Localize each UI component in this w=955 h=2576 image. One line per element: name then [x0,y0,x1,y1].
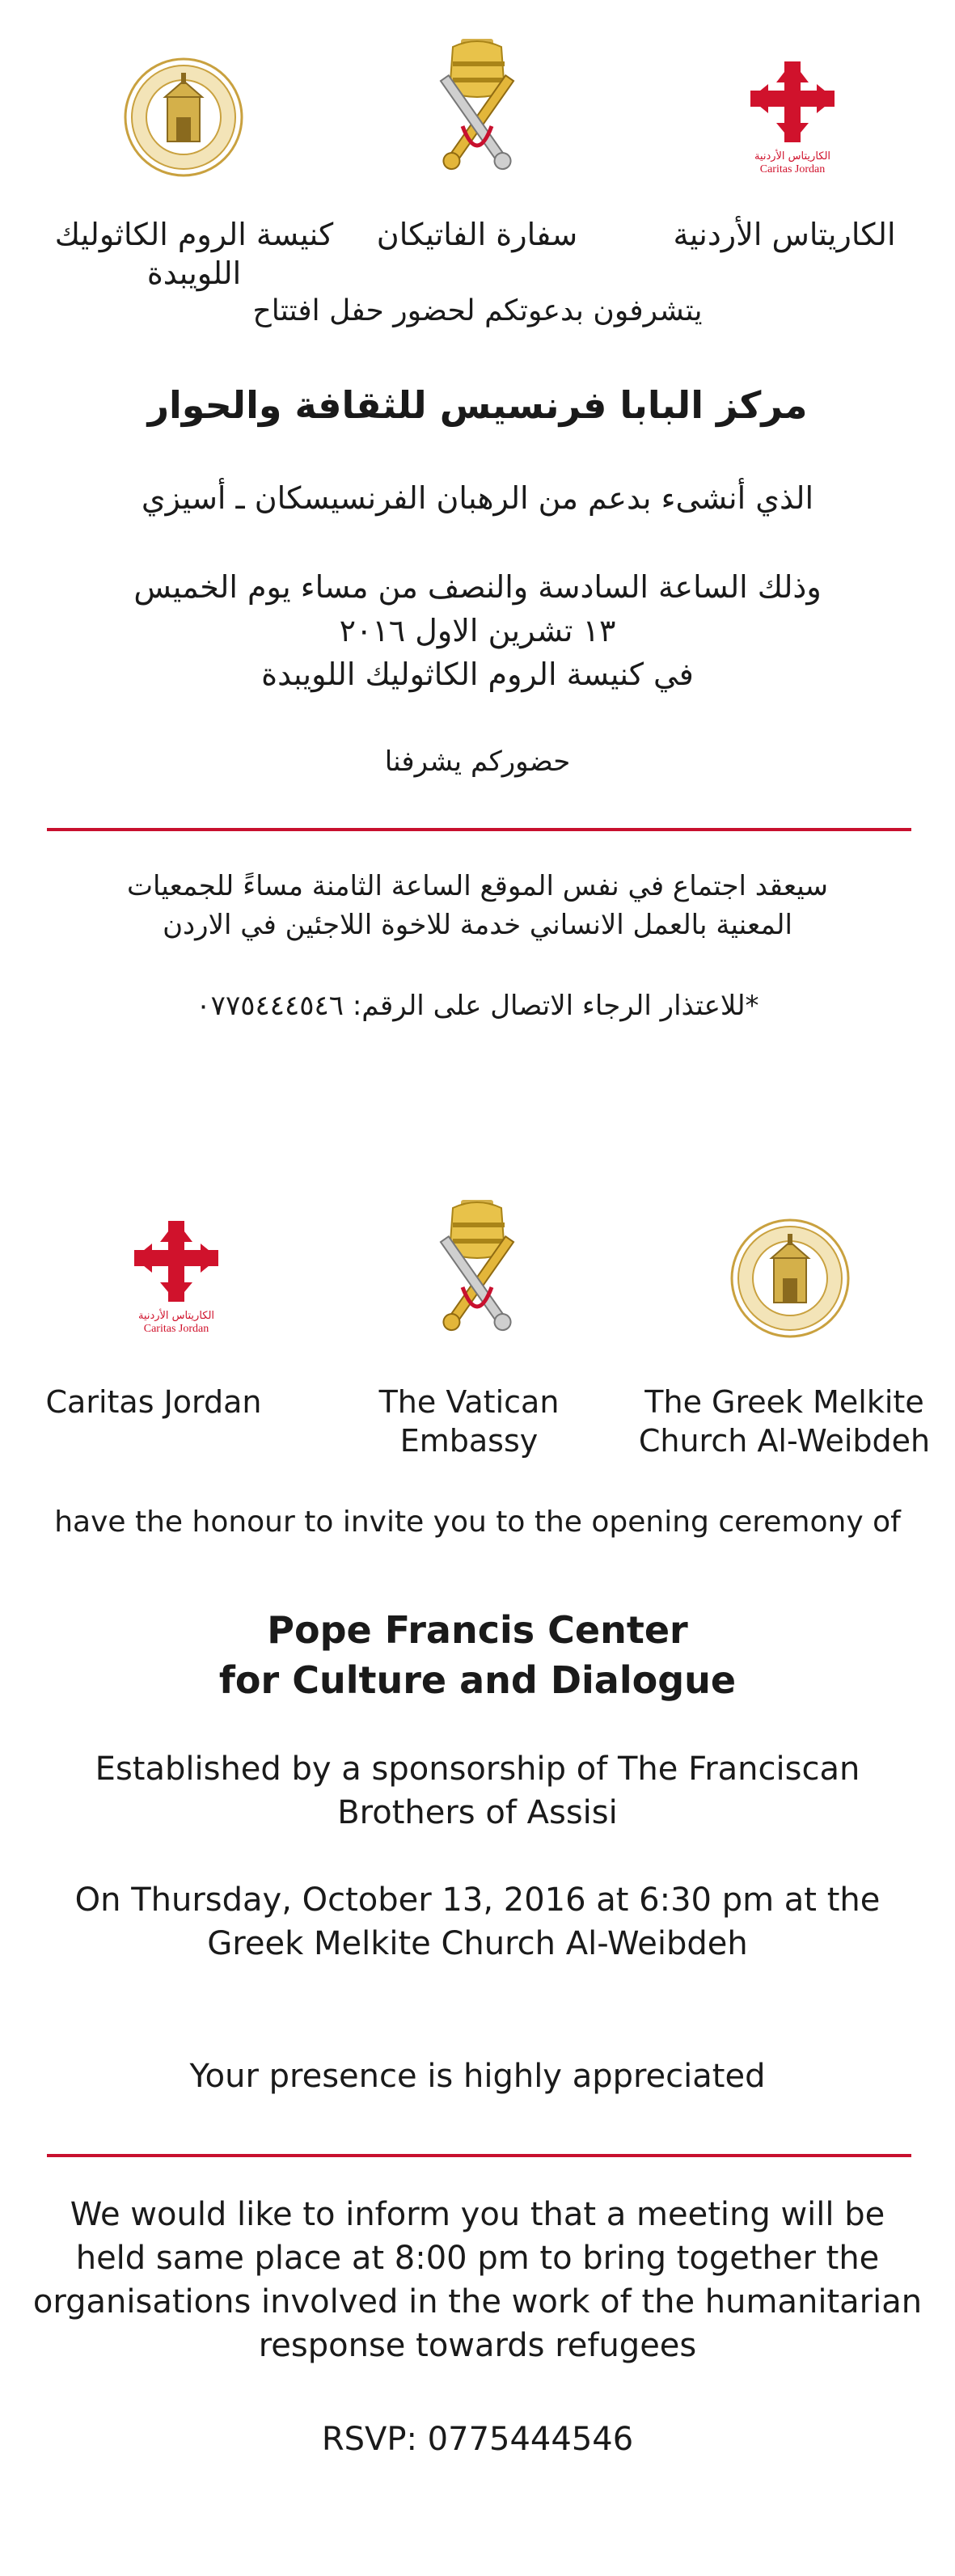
church-seal-logo [123,57,244,178]
arabic-center-name: مركز البابا فرنسيس للثقافة والحوار [147,383,808,427]
arabic-caritas-caption: الكاريتاس الأردنية [673,217,896,252]
arabic-date-line-3: في كنيسة الروم الكاثوليك اللويبدة [261,657,694,692]
bottom-divider-line [47,2154,911,2157]
english-center-name-line-2: for Culture and Dialogue [218,1658,737,1702]
vatican-coat-of-arms-logo [420,36,534,181]
caritas-logo-arabic-text: الكاريتاس الأردنية [754,150,831,163]
vatican-coat-of-arms-logo-english [420,1197,534,1342]
church-seal-logo-english [729,1218,851,1339]
english-meeting-line-3: organisations involved in the work of the humanitarian [32,2283,923,2321]
english-vatican-caption: The Vatican Embassy [378,1384,560,1459]
english-invite-line: have the honour to invite you to the opening ceremony of [54,1505,901,1539]
english-center-name-line-1: Pope Francis Center [267,1608,688,1652]
english-church-caption-line-2: Church Al-Weibdeh [638,1423,931,1459]
caritas-logo-latin-text-2: Caritas Jordan [143,1323,209,1335]
arabic-vatican-caption: سفارة الفاتيكان [376,217,578,252]
english-church-caption-line-1: The Greek Melkite [644,1384,924,1420]
caritas-jordan-logo [744,58,841,179]
english-established-line-2: Brothers of Assisi [337,1794,618,1831]
arabic-presence-line: حضوركم يشرفنا [384,745,571,778]
english-meeting-line-4: response towards refugees [258,2327,697,2364]
arabic-invite-line: يتشرفون بدعوتكم لحضور حفل افتتاح [252,294,703,327]
english-rsvp-line: RSVP: 0775444546 [321,2421,634,2458]
english-meeting-line-1: We would like to inform you that a meeting will be [70,2196,885,2233]
arabic-meeting-line-1: سيعقد اجتماع في نفس الموقع الساعة الثامنة مساءً للجمعيات [127,870,828,902]
arabic-rsvp-line: *للاعتذار الرجاء الاتصال على الرقم: ٠٧٧٥٤٤٤٥٤٦ [196,990,759,1022]
english-presence-line: Your presence is highly appreciated [189,2058,766,2095]
arabic-date-line-2: ١٣ تشرين الاول ٢٠١٦ [339,613,616,648]
english-date-line-2: Greek Melkite Church Al-Weibdeh [207,1925,748,1962]
caritas-logo-arabic-text-2: الكاريتاس الأردنية [137,1310,215,1322]
caritas-jordan-logo-english [128,1218,225,1339]
english-caritas-caption: Caritas Jordan [45,1384,262,1420]
arabic-date-line-1: وذلك الساعة السادسة والنصف من مساء يوم الخميس [133,569,822,605]
arabic-church-caption: كنيسة الروم الكاثوليك اللويبدة [54,217,334,291]
english-meeting-line-2: held same place at 8:00 pm to bring together the [75,2240,880,2277]
english-date-line-1: On Thursday, October 13, 2016 at 6:30 pm at the [74,1881,881,1919]
caritas-logo-latin-text: Caritas Jordan [759,163,826,175]
arabic-meeting-line-2: المعنية بالعمل الانساني خدمة للاخوة اللاجئين في الاردن [163,909,792,941]
top-divider-line [47,828,911,831]
english-established-line-1: Established by a sponsorship of The Franciscan [95,1750,860,1788]
arabic-established-line: الذي أنشىء بدعم من الرهبان الفرنسيسكان ـ أسيزي [141,480,814,516]
